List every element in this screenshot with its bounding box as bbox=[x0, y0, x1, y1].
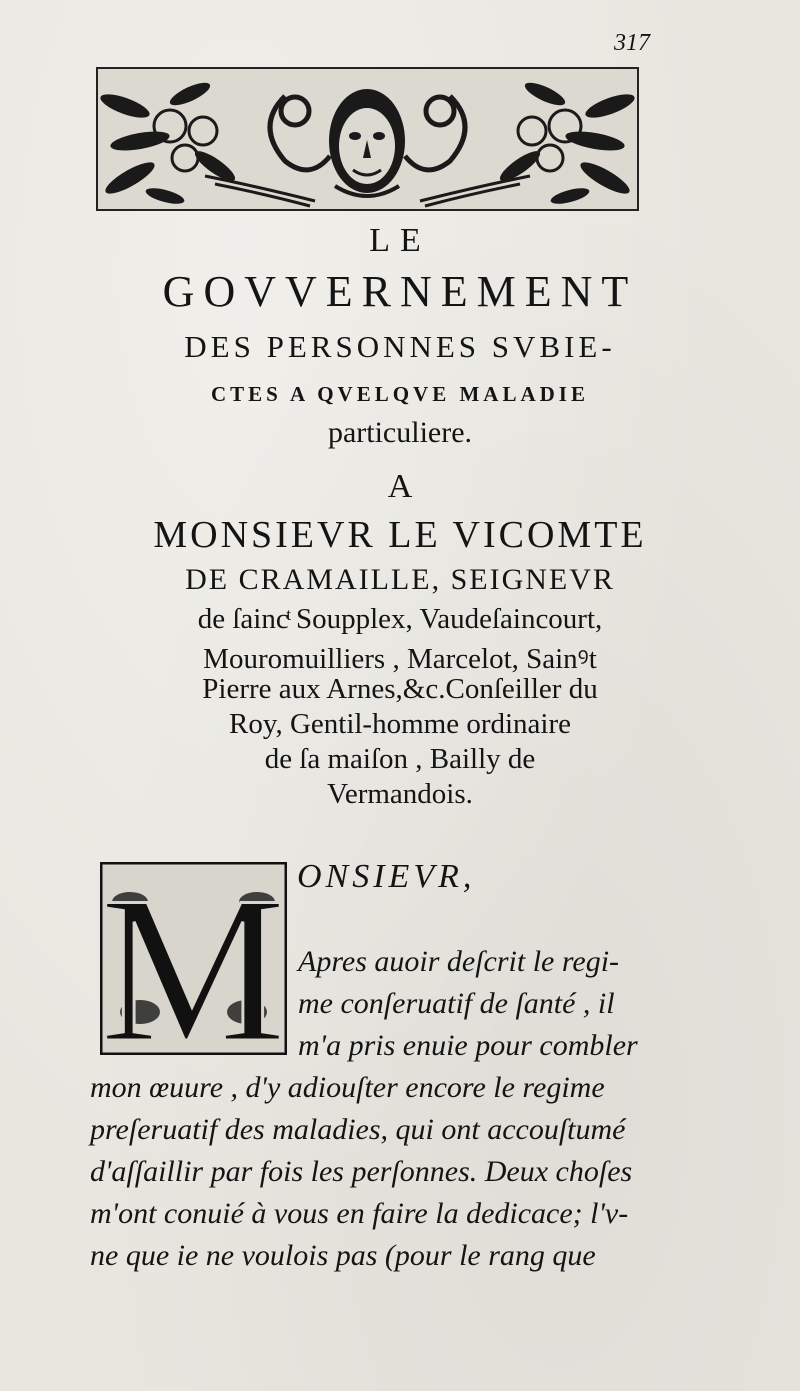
dedication-a: A bbox=[387, 468, 413, 505]
letter-line: mon œuure , d'y adiouſter encore le regime bbox=[90, 1071, 605, 1104]
title-line-des-personnes: DES PERSONNES SVBIE- bbox=[184, 329, 616, 364]
decorated-initial bbox=[100, 862, 287, 1055]
dedication-monsieur: MONSIEVR LE VICOMTE bbox=[153, 514, 647, 556]
dedication-address-line: Roy, Gentil-homme ordinaire bbox=[228, 708, 571, 740]
letter-line: preſeruatif des maladies, qui ont accouſtumé bbox=[90, 1113, 626, 1146]
letter-line: m'a pris enuie pour combler bbox=[298, 1029, 638, 1062]
letter-line: m'ont conuié à vous en faire la dedicace; l'v- bbox=[90, 1197, 629, 1230]
letter-line: Apres auoir deſcrit le regi- bbox=[298, 945, 620, 978]
drop-cap-letter: M bbox=[100, 862, 287, 1055]
letter-line: me conſeruatif de ſanté , il bbox=[298, 987, 615, 1020]
ornamental-headpiece bbox=[95, 66, 640, 212]
page-number: 317 bbox=[614, 30, 650, 56]
dedication-address-line: Vermandois. bbox=[327, 778, 473, 810]
dedication-cramaille: DE CRAMAILLE, SEIGNEVR bbox=[185, 563, 615, 596]
title-line-particuliere: particuliere. bbox=[327, 416, 473, 449]
title-line-le: LE bbox=[369, 222, 431, 259]
letter-line: ne que ie ne voulois pas (pour le rang que bbox=[90, 1239, 596, 1272]
title-line-ctes-maladie: CTES A QVELQVE MALADIE bbox=[211, 382, 589, 406]
dedication-address-line: Pierre aux Arnes,&c.Conſeiller du bbox=[202, 673, 598, 705]
dedication-address-line: de ſa maiſon , Bailly de bbox=[264, 743, 536, 775]
title-line-gouvernement: GOVVERNEMENT bbox=[162, 267, 638, 316]
letter-line: d'aſſaillir par fois les perſonnes. Deux choſes bbox=[90, 1155, 633, 1188]
letter-greeting: ONSIEVR, bbox=[297, 858, 476, 895]
dedication-address-line: de ſaincͭ Soupplex, Vaudeſaincourt, bbox=[197, 603, 603, 635]
dedication-address-line: Mouromuilliers , Marcelot, Sainꝰt bbox=[203, 643, 597, 675]
